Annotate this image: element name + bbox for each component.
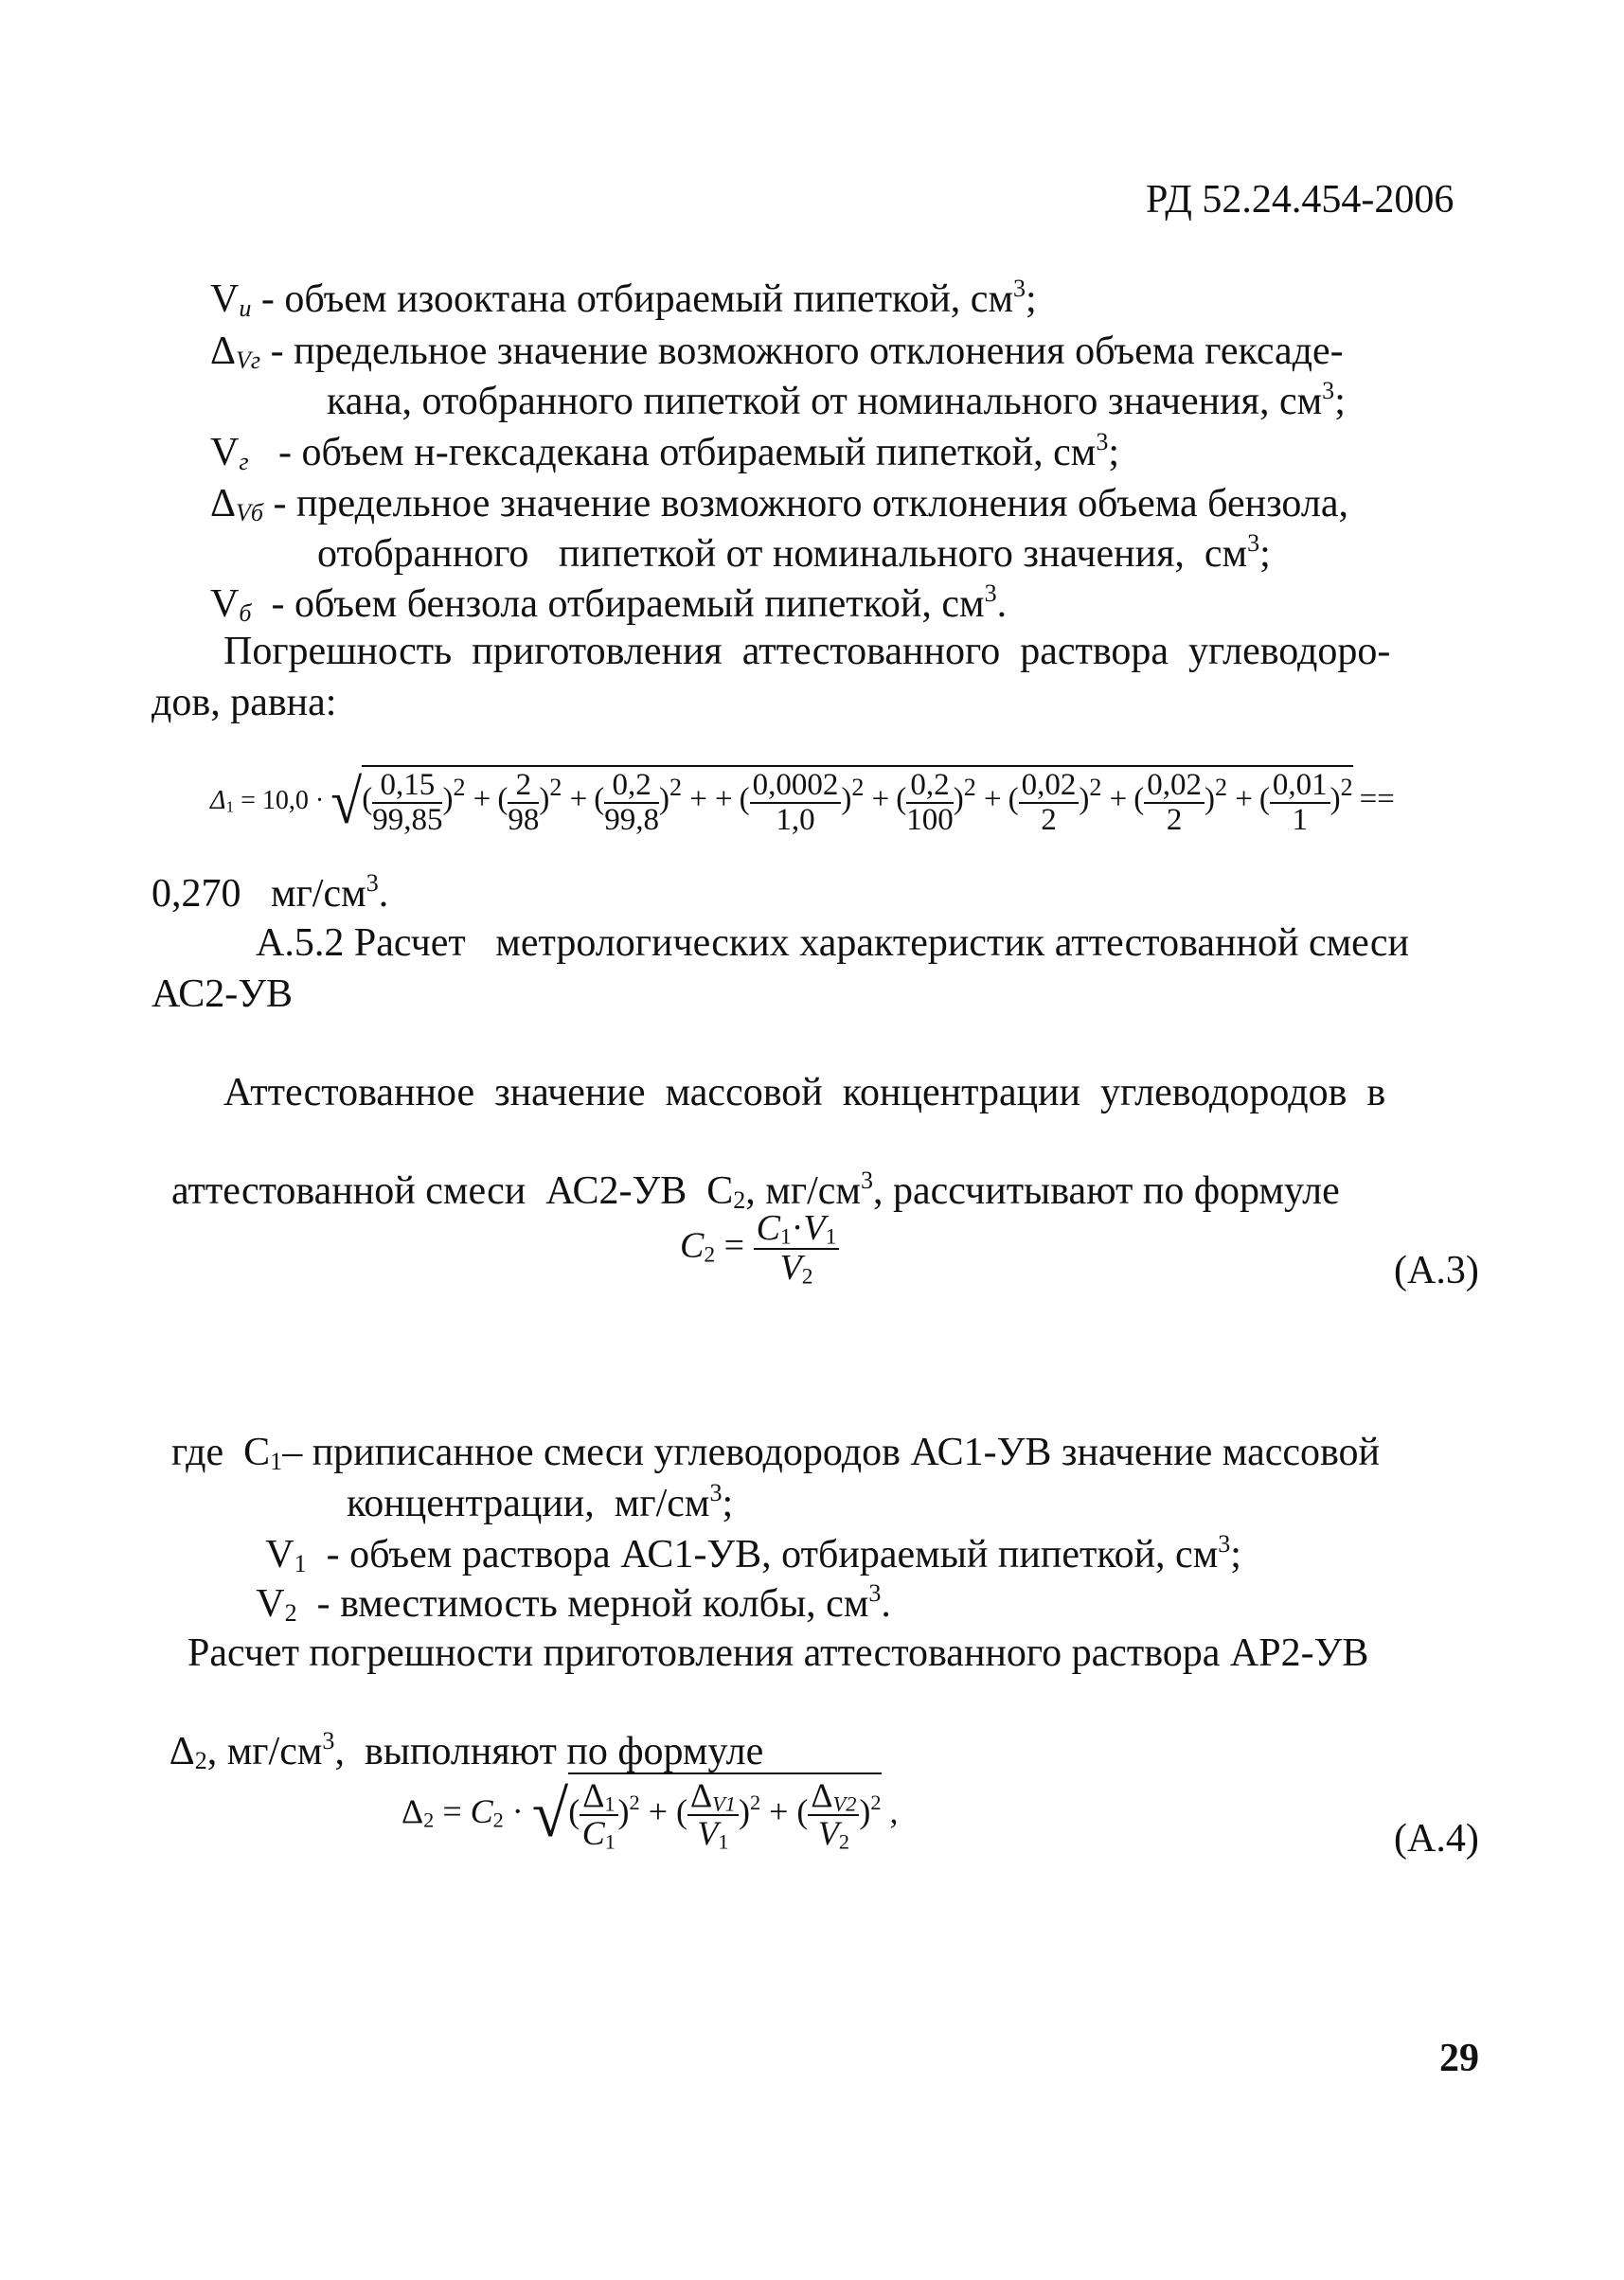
section-a52-heading-line1: А.5.2 Расчет метрологических характеристик аттестованной смеси (256, 921, 1409, 965)
formula-a3: $C_2$ = $\frac{C_1\cdot V_1}{V_2}$ (680, 1210, 839, 1288)
definition-vg: $V_г$ - объем н-гексадекана отбираемый пипеткой, $см^3$; (210, 427, 1120, 476)
definition-dvg: $\Delta_{Vг}$ - предельное значение возможного отклонения объема гексаде- (210, 330, 1344, 375)
document-code: РД 52.24.454-2006 (1146, 178, 1454, 222)
definition-v1: $V_1$ - объем раствора АС1-УВ, отбираемый пипеткой, $см^3$; (265, 1529, 1241, 1578)
sqrt-sign-a4: √ (531, 1777, 569, 1851)
paragraph-error-line1: Погрешность приготовления аттестованного раствора углеводоро- (223, 630, 1391, 673)
paragraph-error-a4-line1: Расчет погрешности приготовления аттестованного раствора АР2-УВ (187, 1631, 1369, 1675)
paragraph-error-line2: дов, равна: (152, 681, 337, 724)
definition-c1: где $С_1-$ приписанное смеси углеводородов АС1-УВ значение массовой (171, 1431, 1381, 1476)
formula-a4: $\Delta_2 = C_2$ · √( $\frac{\Delta_1}{C_1}$ )$^2$ + ( $\frac{\Delta_{V1}}{V_1}$ )$^2$ + ( $\frac{\Delta_{V2}}{V_2}$ )$^2$ , (402, 1772, 899, 1853)
formula-delta1: $\Delta_1 = 10,0$ · √( $\frac{0,15}{99,85}$ )$^2$ + ( $\frac{2}{98}$ )$^2$ + ( $\frac{0,2}{99,8}$ )$^2$ + + ( $\frac{0,0002}{1,0}$ )$^2$ + ( $\frac{0,2}{100}$ )$^2$ + ( $\frac{0,02}{2}$ )$^2$ + ( $\frac{0,02}{2}$ )$^2$ + ( $\frac{0,01}{1}$ )$^2$ == (210, 765, 1395, 836)
sqrt-radicand: ( $\frac{0,15}{99,85}$ )$^2$ + ( $\frac{2}{98}$ )$^2$ + ( $\frac{0,2}{99,8}$ )$^2$ + + ( $\frac{0,0002}{1,0}$ )$^2$ + ( $\frac{0,2}{100}$ )$^2$ + ( $\frac{0,02}{2}$ )$^2$ + ( $\frac{0,02}{2}$ )$^2$ + ( $\frac{0,01}{1}$ )$^2$ (362, 765, 1352, 836)
definition-v2: $V_2$ - вместимость мерной колбы, $см^3$. (256, 1578, 891, 1628)
paragraph-error-a4-line2: $\Delta_2$, $мг/см^3$, выполняют по формуле (169, 1726, 764, 1775)
section-a52-heading-line2: АС2-УВ (152, 972, 293, 1016)
formula-a4-label: (А.4) (1394, 1817, 1479, 1861)
definition-vi: $V_и$ - объем изооктана отбираемый пипеткой, $см^3$; (210, 274, 1037, 323)
formula-delta1-result: 0,270 $мг/см^3$. (152, 868, 389, 916)
definition-c1-continuation: концентрации, $мг/см^3$; (347, 1478, 734, 1525)
definition-dvg-continuation: кана, отобранного пипеткой от номинального значения, $см^3$; (327, 376, 1346, 423)
sqrt-sign: √ (330, 767, 363, 837)
definition-dvb-continuation: отобранного пипеткой от номинального значения, $см^3$; (317, 528, 1271, 576)
sqrt-radicand-a4: ( $\frac{\Delta_1}{C_1}$ )$^2$ + ( $\frac{\Delta_{V1}}{V_1}$ )$^2$ + ( $\frac{\Delta_{V2}}{V_2}$ )$^2$ (568, 1772, 881, 1852)
paragraph-concentration-line1: Аттестованное значение массовой концентрации углеводородов в (223, 1071, 1386, 1114)
formula-a3-label: (А.3) (1394, 1249, 1479, 1292)
definition-vb: $V_б$ - объем бензола отбираемый пипеткой, $см^3$. (210, 579, 1008, 628)
paragraph-concentration-line2: аттестованной смеси АС2-УВ $С_2$, $мг/см^3$, рассчитывают по формуле (171, 1166, 1340, 1215)
definition-dvb: $\Delta_{Vб}$ - предельное значение возможного отклонения объема бензола, (210, 482, 1348, 527)
page-number: 29 (1439, 2037, 1479, 2080)
